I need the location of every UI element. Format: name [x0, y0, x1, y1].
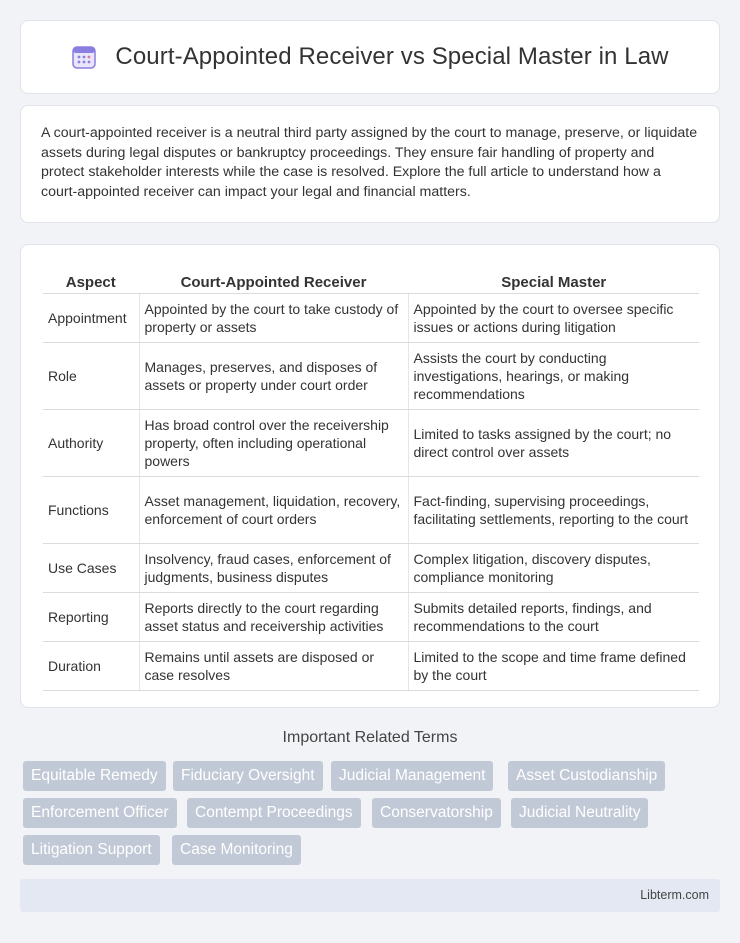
intro-text: A court-appointed receiver is a neutral third party assigned by the court to manage, preserve, or liquidate assets during legal disputes or bankruptcy proceedings. They ensure fair handling of property and protect stakeholder interests while the case is resolved. Explore the full article to understand how a court-appointed receiver can impact your legal and financial matters.	[41, 125, 698, 200]
header-receiver: Court-Appointed Receiver	[139, 267, 408, 293]
row-special-master: Complex litigation, discovery disputes, compliance monitoring	[408, 543, 699, 592]
comparison-table	[43, 267, 699, 691]
row-special-master: Assists the court by conducting investigations, hearings, or making recommendations	[408, 342, 699, 409]
tag-case-monitoring[interactable]: Case Monitoring	[172, 835, 301, 865]
tag-conservatorship[interactable]: Conservatorship	[372, 798, 501, 828]
footer	[20, 879, 720, 912]
header-card	[20, 20, 720, 94]
row-aspect: Reporting	[43, 592, 139, 641]
row-special-master: Appointed by the court to oversee specific issues or actions during litigation	[408, 293, 699, 342]
row-receiver: Reports directly to the court regarding asset status and receivership activities	[139, 592, 408, 641]
table-row	[43, 592, 699, 641]
row-aspect: Role	[43, 342, 139, 409]
tag-equitable-remedy[interactable]: Equitable Remedy	[23, 761, 166, 791]
row-aspect: Appointment	[43, 293, 139, 342]
tag-fiduciary-oversight[interactable]: Fiduciary Oversight	[173, 761, 323, 791]
footer-brand[interactable]: Libterm.com	[640, 888, 709, 902]
header-aspect: Aspect	[43, 267, 139, 293]
row-special-master: Submits detailed reports, findings, and recommendations to the court	[408, 592, 699, 641]
row-aspect: Use Cases	[43, 543, 139, 592]
related-terms-title: Important Related Terms	[282, 729, 458, 746]
tag-enforcement-officer[interactable]: Enforcement Officer	[23, 798, 177, 828]
tag-contempt-proceedings[interactable]: Contempt Proceedings	[187, 798, 361, 828]
table-row	[43, 342, 699, 409]
header-special-master: Special Master	[408, 267, 699, 293]
table-row	[43, 641, 699, 690]
row-receiver: Asset management, liquidation, recovery, enforcement of court orders	[139, 476, 408, 543]
page-title: Court-Appointed Receiver vs Special Master in Law	[115, 43, 669, 70]
table-header-row	[43, 267, 699, 293]
row-special-master: Limited to tasks assigned by the court; no direct control over assets	[408, 409, 699, 476]
row-aspect: Functions	[43, 476, 139, 543]
tag-judicial-management[interactable]: Judicial Management	[331, 761, 493, 791]
row-aspect: Authority	[43, 409, 139, 476]
table-row	[43, 543, 699, 592]
row-special-master: Limited to the scope and time frame defined by the court	[408, 641, 699, 690]
row-receiver: Appointed by the court to take custody of property or assets	[139, 293, 408, 342]
tag-litigation-support[interactable]: Litigation Support	[23, 835, 160, 865]
row-receiver: Manages, preserves, and disposes of assets or property under court order	[139, 342, 408, 409]
comparison-table-card	[20, 244, 720, 708]
tag-judicial-neutrality[interactable]: Judicial Neutrality	[511, 798, 648, 828]
title-wrap	[71, 43, 668, 71]
row-receiver: Insolvency, fraud cases, enforcement of judgments, business disputes	[139, 543, 408, 592]
row-aspect: Duration	[43, 641, 139, 690]
row-receiver: Has broad control over the receivership property, often including operational powers	[139, 409, 408, 476]
row-special-master: Fact-finding, supervising proceedings, facilitating settlements, reporting to the court	[408, 476, 699, 543]
table-row	[43, 409, 699, 476]
tag-asset-custodianship[interactable]: Asset Custodianship	[508, 761, 665, 791]
intro-card	[20, 105, 720, 223]
table-row	[43, 476, 699, 543]
calendar-icon	[71, 44, 97, 70]
table-row	[43, 293, 699, 342]
row-receiver: Remains until assets are disposed or case resolves	[139, 641, 408, 690]
